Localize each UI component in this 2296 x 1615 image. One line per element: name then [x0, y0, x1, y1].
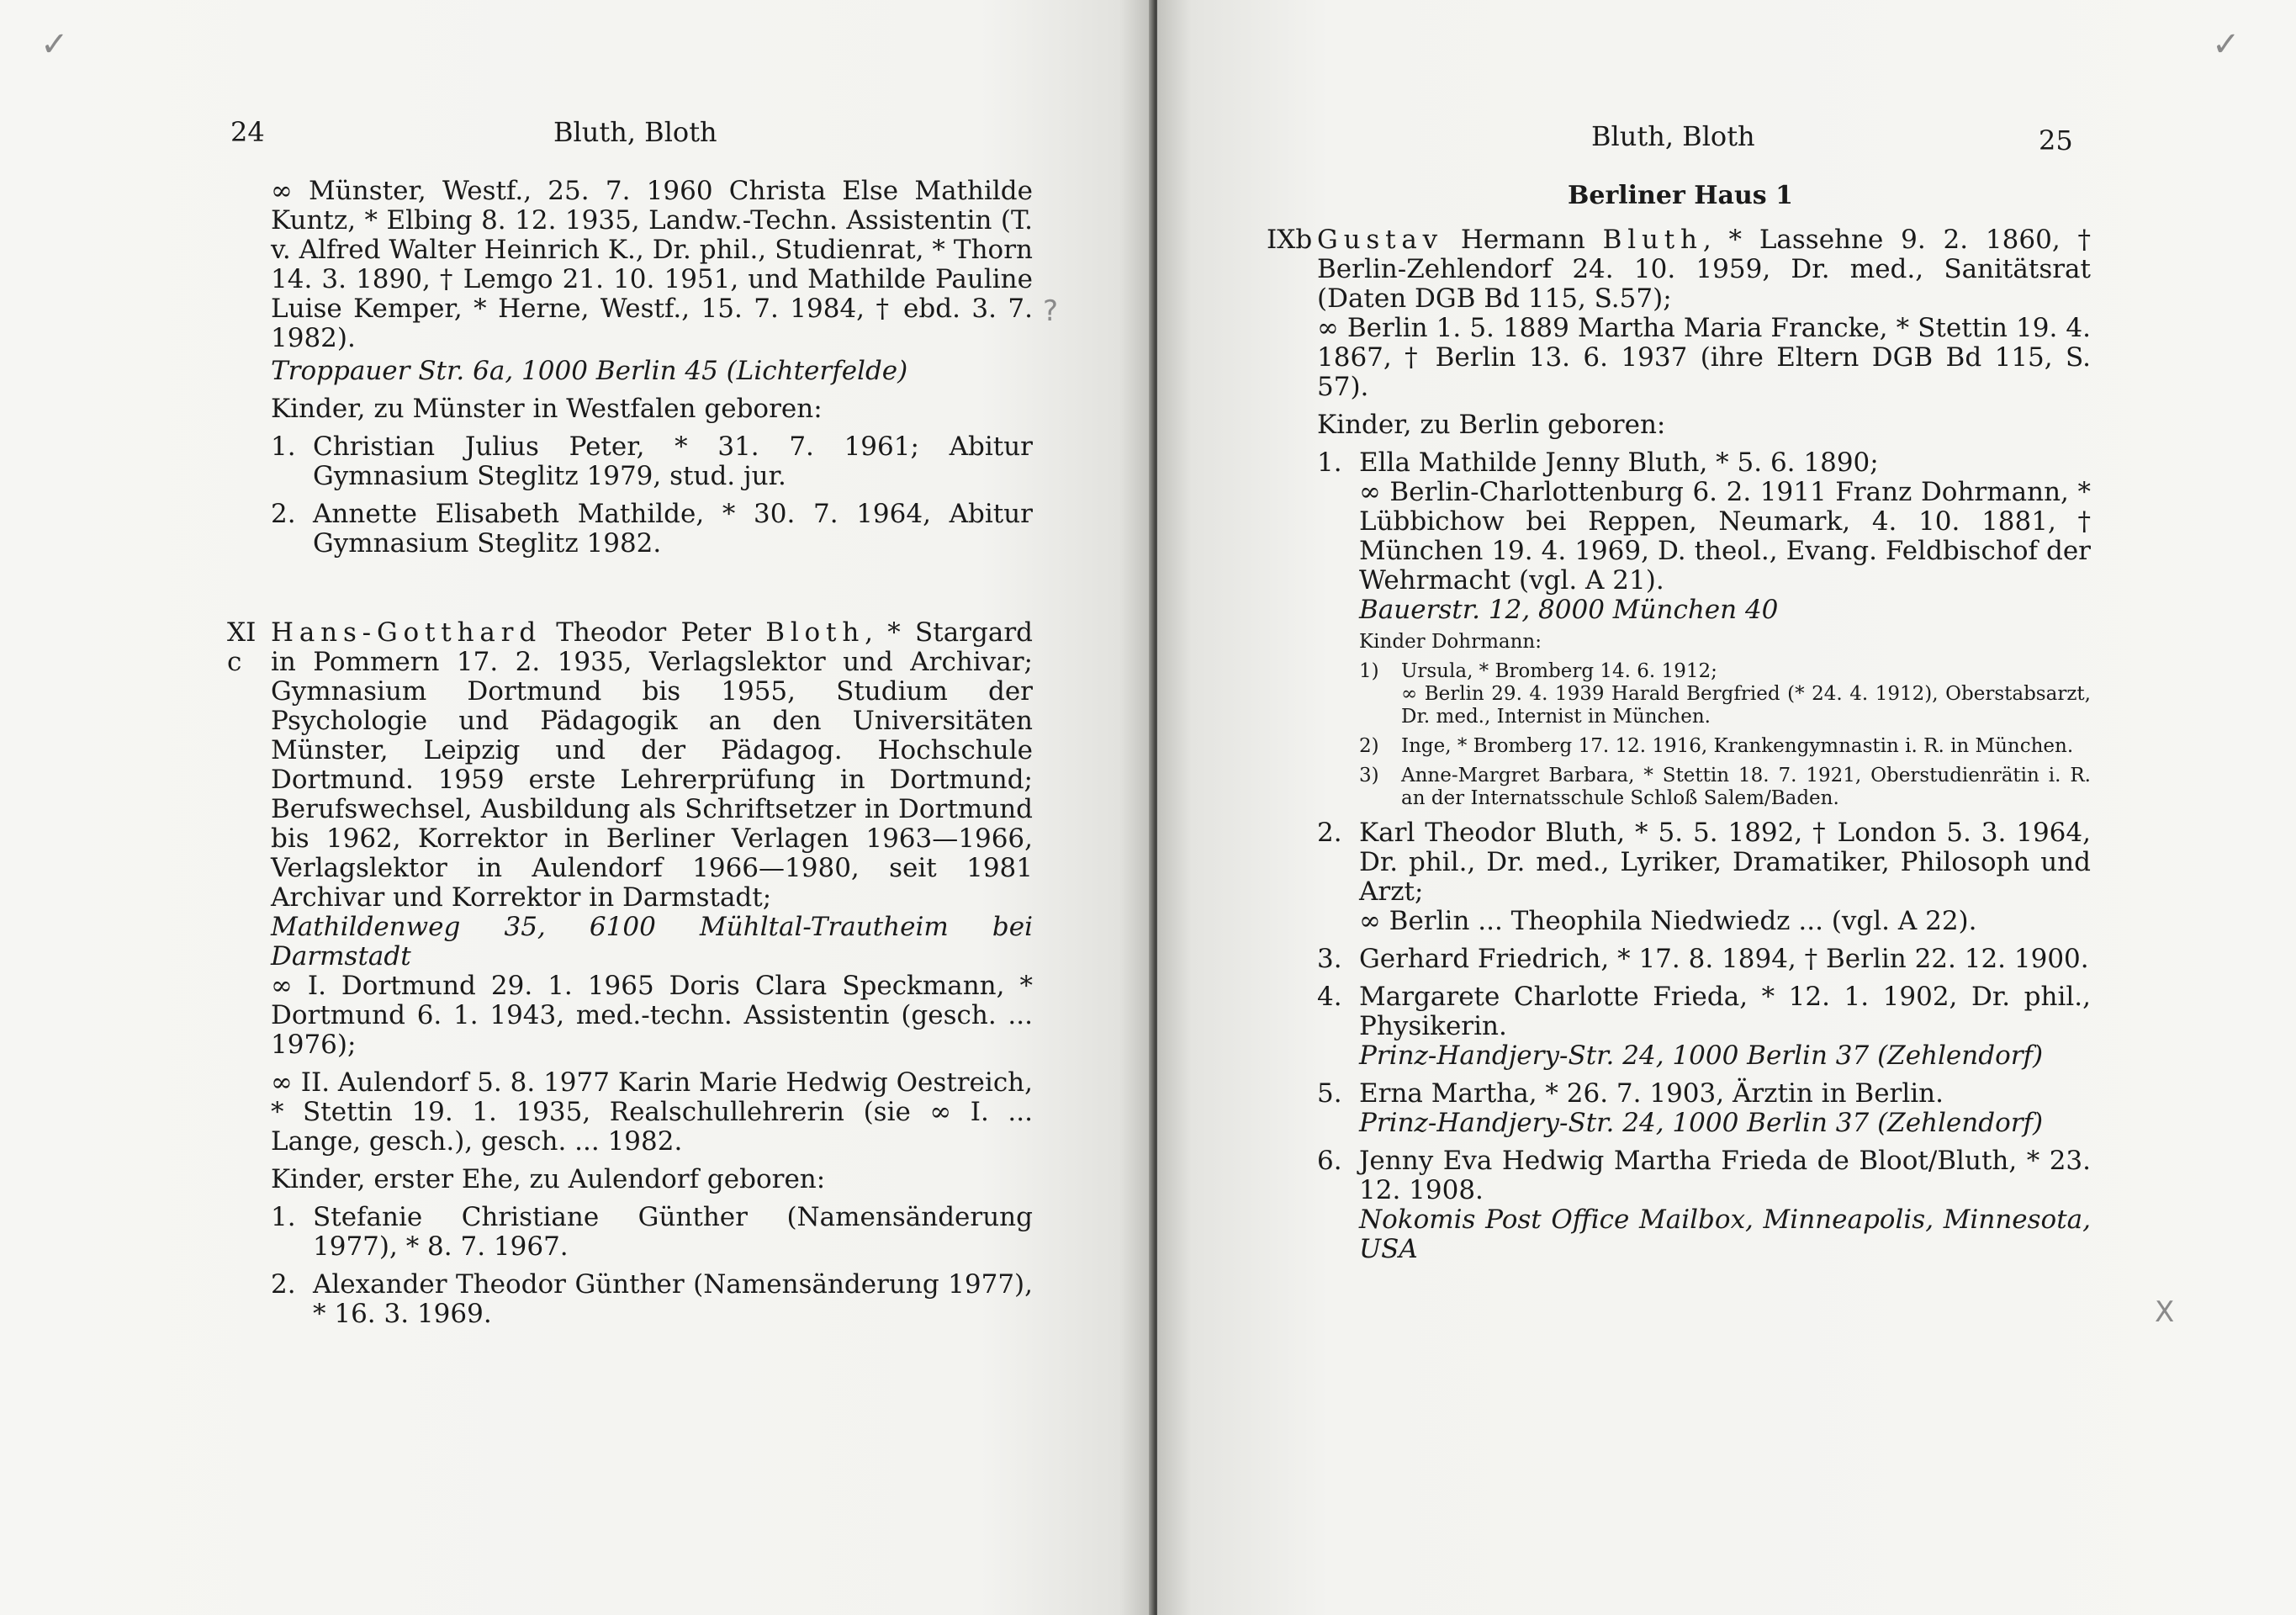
- list-item: 4. Margarete Charlotte Frieda, * 12. 1. 1902, Dr. phil., Physikerin. Prinz-Handjery-Str. 24, 1000 Berlin 37 (Zehlendorf): [1317, 982, 2091, 1071]
- list-item: 1. Stefanie Christiane Günther (Namensänderung 1977), * 8. 7. 1967.: [271, 1202, 1033, 1262]
- list-item: 2) Inge, * Bromberg 17. 12. 1916, Krankengymnastin i. R. in München.: [1359, 735, 2074, 757]
- right-page: [1157, 0, 2296, 1615]
- margin-x-mark: X: [2155, 1295, 2175, 1329]
- entry-surname: Bluth: [1602, 225, 1703, 255]
- children-heading-2: Kinder, erster Ehe, zu Aulendorf geboren:: [271, 1164, 826, 1194]
- entry-name: Gustav: [1317, 225, 1444, 255]
- page-number-right: 25: [2039, 124, 2073, 156]
- list-item: 3) Anne-Margret Barbara, * Stettin 18. 7. 1921, Oberstudienrätin i. R. an der Internatsschule Schloß Salem/Baden.: [1359, 765, 2091, 809]
- intro-address: Troppauer Str. 6a, 1000 Berlin 45 (Lichterfelde): [271, 356, 908, 386]
- list-item: 1. Christian Julius Peter, * 31. 7. 1961; Abitur Gymnasium Steglitz 1979, stud. jur.: [271, 432, 1033, 491]
- list-item: 3. Gerhard Friedrich, * 17. 8. 1894, † Berlin 22. 12. 1900.: [1317, 944, 2089, 974]
- page-number-left: 24: [230, 116, 265, 148]
- check-mark-icon: ✓: [2212, 25, 2240, 64]
- list-item: 2. Alexander Theodor Günther (Namensänderung 1977), * 16. 3. 1969.: [271, 1269, 1033, 1329]
- entry-address: Mathildenweg 35, 6100 Mühltal-Trautheim bei Darmstadt: [271, 912, 1033, 972]
- children-heading-1: Kinder, zu Münster in Westfalen geboren:: [271, 394, 823, 424]
- marriage-2: ∞ II. Aulendorf 5. 8. 1977 Karin Marie Hedwig Oestreich, * Stettin 19. 1. 1935, Realschullehrerin (sie ∞ I. ... Lange, gesch.), gesch. ... 1982.: [271, 1067, 1033, 1157]
- section-title: Berliner Haus 1: [1568, 181, 1793, 210]
- margin-question-mark: ?: [1043, 294, 1059, 328]
- entry-ixb: IXb Gustav Hermann Bluth, * Lassehne 9. 2. 1860, † Berlin-Zehlendorf 24. 10. 1959, Dr. med., Sanitätsrat (Daten DGB Bd 115, S.57); ∞ Berlin 1. 5. 1889 Martha Maria Francke, * Stettin 19. 4. 1867, † Berlin 13. 6. 1937 (ihre Eltern DGB Bd 115, S. 57). Kinder, zu Berlin geboren: 1. Ella Mathilde Jenny Bluth, * 5. 6. 1890; ∞ Berlin-Charlottenburg 6. 2. 1911 Franz Dohrmann, * Lübbichow bei Reppen, Neumark, 4. 10. 1881, † München 19. 4. 1969, D. theol., Evang. Feldbischof der Wehrmacht (vgl. A 21). Bauerstr. 12, 8000 München 40 Kinder Dohrmann: 1) Ursula, * Bromberg 14. 6. 1912; ∞ Berlin 29. 4. 1939 Harald Bergfried (* 24. 4. 1912), Oberstabsarzt, Dr. med., Internist in München. 2) Inge, * Bromberg 17. 12. 1916, Krankengymnastin i. R. in München. 3) Anne-Margret Barbara, * Stettin 18. 7. 1921, Oberstudienrätin i. R. an der Internatsschule Schloß Salem/Baden. 2. Karl Theodor Bluth, * 5. 5. 1892, † London 5. 3. 1964, Dr. phil., Dr. med., Lyriker, Dramatiker, Philosoph und Arzt; ∞ Berlin ... Theophila Niedwiedz ... (vgl. A 22). 3. Gerhard Friedrich, * 17. 8. 1894, † Berlin 22. 12. 1900. 4. Margarete Charlotte Frieda, * 12. 1. 1902, Dr. phil., Physikerin. Prinz-Handjery-Str. 24, 1000 Berlin 37 (Zehlendorf) 5. Erna Martha, * 26. 7. 1903, Ärztin in Berlin. Prinz-Handjery-Str. 24, 1000 Berlin 37 (Zehlendorf) 6. Jenny Eva Hedwig Martha Frieda de Bloot/Bluth, * 23. 12. 1908. Nokomis Post Office Mailbox, Minneapolis, Minnesota, USA: [1267, 225, 2091, 1264]
- entry-number: XI c: [227, 617, 257, 677]
- entry-xic: XI c Hans-Gotthard Theodor Peter Bloth, * Stargard in Pommern 17. 2. 1935, Verlagslektor und Archivar; Gymnasium Dortmund bis 1955, Studium der Psychologie und Pädagogik an den Universitäten Münster, Leipzig und der Pädagog. Hochschule Dortmund. 1959 erste Lehrerprüfung in Dortmund; Berufswechsel, Ausbildung als Schriftsetzer in Dortmund bis 1962, Korrektor in Berliner Verlagen 1963—1966, Verlagslektor in Aulendorf 1966—1980, seit 1981 Archivar und Korrektor in Darmstadt; Mathildenweg 35, 6100 Mühltal-Trautheim bei Darmstadt ∞ I. Dortmund 29. 1. 1965 Doris Clara Speckmann, * Dortmund 6. 1. 1943, med.-techn. Assistentin (gesch. ... 1976); ∞ II. Aulendorf 5. 8. 1977 Karin Marie Hedwig Oestreich, * Stettin 19. 1. 1935, Realschullehrerin (sie ∞ I. ... Lange, gesch.), gesch. ... 1982. Kinder, erster Ehe, zu Aulendorf geboren: 1. Stefanie Christiane Günther (Namensänderung 1977), * 8. 7. 1967. 2. Alexander Theodor Günther (Namensänderung 1977), * 16. 3. 1969.: [227, 617, 1033, 1329]
- running-head-right: Bluth, Bloth: [1591, 120, 1755, 152]
- intro-marriage: ∞ Münster, Westf., 25. 7. 1960 Christa Else Mathilde Kuntz, * Elbing 8. 12. 1935, Landw.-Techn. Assistentin (T. v. Alfred Walter Heinrich K., Dr. phil., Studienrat, * Thorn 14. 3. 1890, † Lemgo 21. 10. 1951, und Mathilde Pauline Luise Kemper, * Herne, Westf., 15. 7. 1984, † ebd. 3. 7. 1982).: [271, 176, 1033, 353]
- children-heading: Kinder, zu Berlin geboren:: [1317, 410, 1666, 440]
- list-item: 1) Ursula, * Bromberg 14. 6. 1912; ∞ Berlin 29. 4. 1939 Harald Bergfried (* 24. 4. 1912), Oberstabsarzt, Dr. med., Internist in München.: [1359, 660, 2091, 728]
- entry-surname: Bloth: [765, 617, 865, 648]
- running-head-left: Bluth, Bloth: [553, 116, 717, 148]
- entry-number: IXb: [1267, 225, 1313, 255]
- list-item: 2. Karl Theodor Bluth, * 5. 5. 1892, † London 5. 3. 1964, Dr. phil., Dr. med., Lyriker, Dramatiker, Philosoph und Arzt; ∞ Berlin ... Theophila Niedwiedz ... (vgl. A 22).: [1317, 818, 2091, 936]
- entry-name: Hans-Gotthard: [271, 617, 542, 648]
- check-mark-icon: ✓: [40, 25, 69, 64]
- marriage: ∞ Berlin 1. 5. 1889 Martha Maria Francke, * Stettin 19. 4. 1867, † Berlin 13. 6. 1937 (ihre Eltern DGB Bd 115, S. 57).: [1317, 313, 2091, 402]
- list-item: 1. Ella Mathilde Jenny Bluth, * 5. 6. 1890; ∞ Berlin-Charlottenburg 6. 2. 1911 Franz Dohrmann, * Lübbichow bei Reppen, Neumark, 4. 10. 1881, † München 19. 4. 1969, D. theol., Evang. Feldbischof der Wehrmacht (vgl. A 21). Bauerstr. 12, 8000 München 40 Kinder Dohrmann: 1) Ursula, * Bromberg 14. 6. 1912; ∞ Berlin 29. 4. 1939 Harald Bergfried (* 24. 4. 1912), Oberstabsarzt, Dr. med., Internist in München. 2) Inge, * Bromberg 17. 12. 1916, Krankengymnastin i. R. in München. 3) Anne-Margret Barbara, * Stettin 18. 7. 1921, Oberstudienrätin i. R. an der Internatsschule Schloß Salem/Baden.: [1317, 447, 2091, 809]
- list-item: 5. Erna Martha, * 26. 7. 1903, Ärztin in Berlin. Prinz-Handjery-Str. 24, 1000 Berlin 37 (Zehlendorf): [1317, 1078, 2044, 1138]
- marriage-1: ∞ I. Dortmund 29. 1. 1965 Doris Clara Speckmann, * Dortmund 6. 1. 1943, med.-techn. Assistentin (gesch. ... 1976);: [271, 971, 1033, 1060]
- list-item: 6. Jenny Eva Hedwig Martha Frieda de Bloot/Bluth, * 23. 12. 1908. Nokomis Post Office Mailbox, Minneapolis, Minnesota, USA: [1317, 1146, 2091, 1264]
- list-item: 2. Annette Elisabeth Mathilde, * 30. 7. 1964, Abitur Gymnasium Steglitz 1982.: [271, 499, 1033, 559]
- left-page-body: [271, 177, 1033, 559]
